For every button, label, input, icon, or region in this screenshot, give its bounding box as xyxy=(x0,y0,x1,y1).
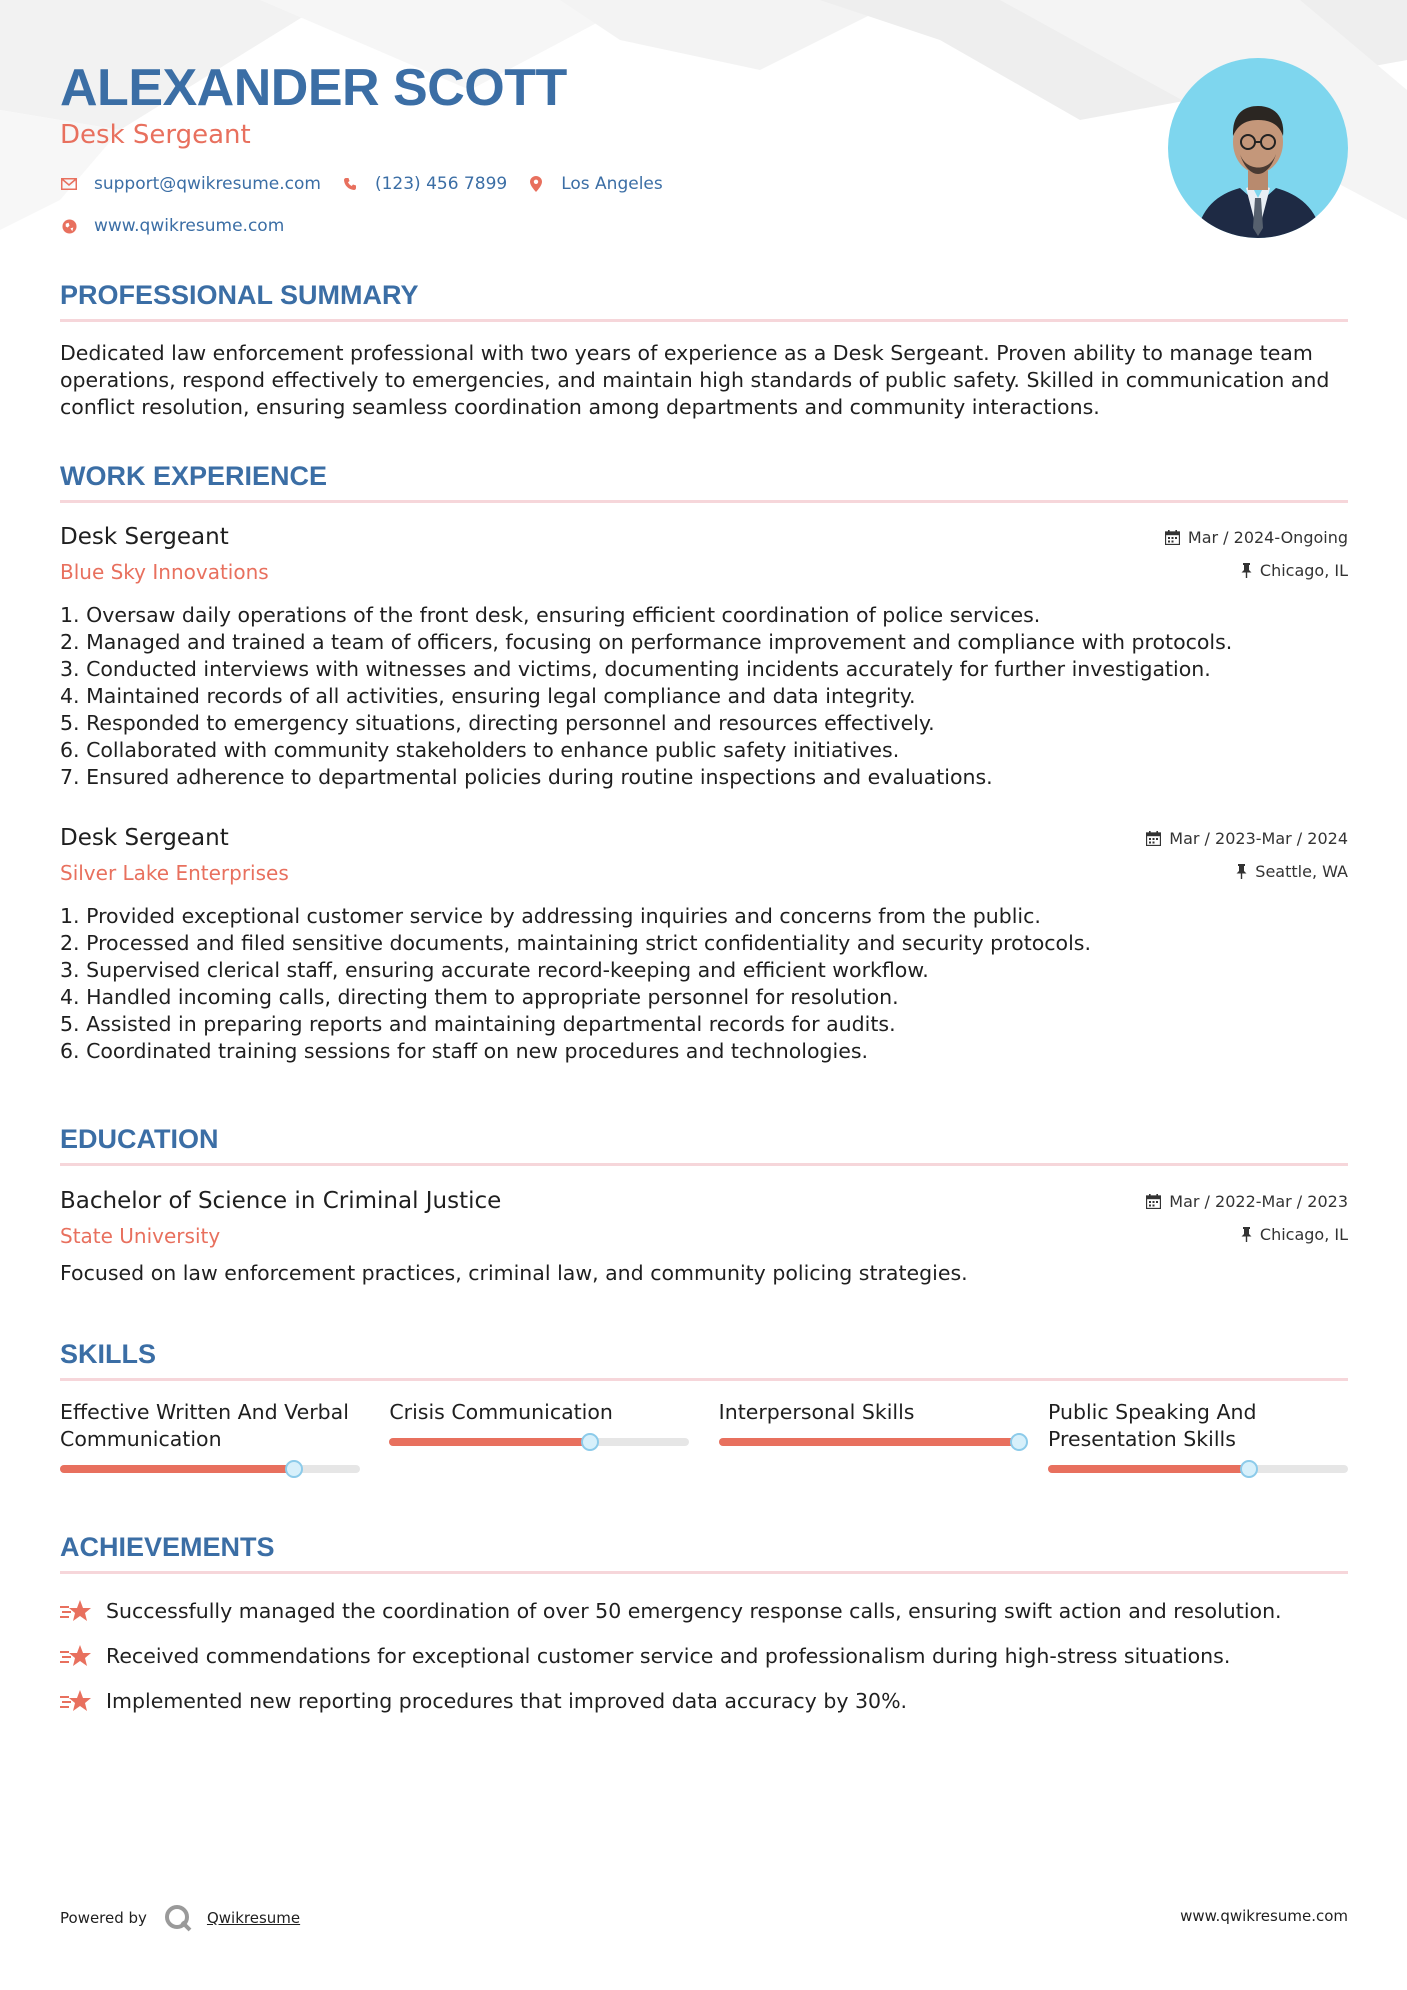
shooting-star-icon xyxy=(60,1598,92,1624)
achievement-text: Implemented new reporting procedures that improved data accuracy by 30%. xyxy=(106,1688,908,1713)
skill-level-fill xyxy=(389,1438,590,1446)
education-description: Focused on law enforcement practices, criminal law, and community policing strategies. xyxy=(60,1261,968,1285)
powered-by xyxy=(60,1903,300,1933)
email-text: support@qwikresume.com xyxy=(94,174,321,194)
education-entry xyxy=(60,1188,1348,1287)
skill-level-fill xyxy=(1048,1465,1249,1473)
phone-text: (123) 456 7899 xyxy=(374,174,508,194)
footer-website[interactable]: www.qwikresume.com xyxy=(1180,1907,1348,1925)
shooting-star-icon xyxy=(60,1688,92,1714)
achievement-text: Successfully managed the coordination of over 50 emergency response calls, ensuring swift action and resolution. xyxy=(106,1598,1282,1623)
skill-level-knob xyxy=(285,1460,303,1478)
duty-item: 2. Processed and filed sensitive documents, maintaining strict confidentiality and security protocols. xyxy=(60,931,1091,955)
skills-heading: SKILLS xyxy=(60,1339,1348,1381)
skill-level-fill xyxy=(60,1465,294,1473)
website-contact[interactable] xyxy=(60,216,284,236)
pushpin-icon xyxy=(1241,563,1252,578)
job-location xyxy=(1236,862,1348,881)
duty-item: 4. Maintained records of all activities, ensuring legal compliance and data integrity. xyxy=(60,684,916,708)
skill-name: Crisis Communication xyxy=(389,1400,613,1424)
candidate-title: Desk Sergeant xyxy=(60,120,251,150)
qwikresume-logo-icon xyxy=(163,1903,193,1933)
achievements-section xyxy=(60,1532,1348,1723)
summary-text: Dedicated law enforcement professional with two years of experience as a Desk Sergeant. Proven ability to manage team operations, respond effectively to emergencies, and maintain high standards of public safety. Skilled in communication and conflict resolution, ensuring seamless coordination among departments and community interactions. xyxy=(60,341,1330,419)
duty-item: 4. Handled incoming calls, directing them to appropriate personnel for resolution. xyxy=(60,985,899,1009)
job-entry xyxy=(60,825,1348,1065)
email-contact[interactable] xyxy=(60,174,321,194)
job-date-text: Mar / 2023-Mar / 2024 xyxy=(1169,829,1348,848)
job-duties xyxy=(60,903,1348,1065)
skill-level-fill xyxy=(719,1438,1019,1446)
skill-item xyxy=(60,1399,360,1473)
duty-item: 6. Collaborated with community stakeholders to enhance public safety initiatives. xyxy=(60,738,900,762)
summary-section xyxy=(60,280,1348,421)
achievements-heading: ACHIEVEMENTS xyxy=(60,1532,1348,1574)
achievement-item xyxy=(60,1588,1348,1633)
experience-section xyxy=(60,461,1348,503)
calendar-icon xyxy=(1146,831,1161,846)
achievement-item xyxy=(60,1678,1348,1723)
duty-item: 3. Supervised clerical staff, ensuring accurate record-keeping and efficient workflow. xyxy=(60,958,929,982)
qwikresume-link[interactable]: Qwikresume xyxy=(206,1909,301,1927)
location-contact xyxy=(527,174,663,194)
pushpin-icon xyxy=(1236,864,1247,879)
skill-level-knob xyxy=(581,1433,599,1451)
skill-level-bar xyxy=(389,1438,689,1446)
school-name: State University xyxy=(60,1224,221,1248)
degree-title: Bachelor of Science in Criminal Justice xyxy=(60,1188,502,1214)
duty-item: 5. Assisted in preparing reports and maintaining departmental records for audits. xyxy=(60,1012,896,1036)
job-date-text: Mar / 2024-Ongoing xyxy=(1187,528,1348,547)
experience-heading: WORK EXPERIENCE xyxy=(60,461,1348,503)
job-location-text: Chicago, IL xyxy=(1259,561,1348,580)
education-section xyxy=(60,1124,1348,1166)
duty-item: 6. Coordinated training sessions for staff on new procedures and technologies. xyxy=(60,1039,869,1063)
job-title: Desk Sergeant xyxy=(60,825,229,851)
map-pin-icon xyxy=(527,175,545,193)
pushpin-icon xyxy=(1241,1227,1252,1242)
contact-row xyxy=(60,174,663,194)
job-company: Silver Lake Enterprises xyxy=(60,861,289,885)
duty-item: 2. Managed and trained a team of officers, focusing on performance improvement and compliance with protocols. xyxy=(60,630,1233,654)
skills-section xyxy=(60,1339,1348,1473)
phone-icon xyxy=(341,175,359,193)
education-date xyxy=(1146,1192,1348,1211)
achievement-item xyxy=(60,1633,1348,1678)
skill-name: Interpersonal Skills xyxy=(718,1400,915,1424)
calendar-icon xyxy=(1165,530,1180,545)
profile-photo xyxy=(1168,58,1348,238)
location-text: Los Angeles xyxy=(561,174,663,194)
skill-name: Effective Written And Verbal Communication xyxy=(60,1400,349,1451)
candidate-name: ALEXANDER SCOTT xyxy=(60,59,567,117)
job-entry xyxy=(60,524,1348,791)
skill-level-knob xyxy=(1010,1433,1028,1451)
skill-level-bar xyxy=(1048,1465,1348,1473)
skill-level-knob xyxy=(1240,1460,1258,1478)
job-location-text: Seattle, WA xyxy=(1255,862,1348,881)
skill-item xyxy=(389,1399,689,1473)
calendar-icon xyxy=(1146,1194,1161,1209)
skill-item xyxy=(719,1399,1019,1473)
education-location-text: Chicago, IL xyxy=(1259,1225,1348,1244)
achievement-text: Received commendations for exceptional customer service and professionalism during high-stress situations. xyxy=(106,1643,1231,1668)
envelope-icon xyxy=(60,175,78,193)
page-footer xyxy=(60,1895,1348,1935)
summary-heading: PROFESSIONAL SUMMARY xyxy=(60,280,1348,322)
job-location xyxy=(1241,561,1348,580)
powered-by-label: Powered by xyxy=(60,1909,147,1927)
duty-item: 5. Responded to emergency situations, directing personnel and resources effectively. xyxy=(60,711,935,735)
education-location xyxy=(1241,1225,1348,1244)
skill-level-bar xyxy=(719,1438,1019,1446)
education-date-text: Mar / 2022-Mar / 2023 xyxy=(1169,1192,1348,1211)
job-company: Blue Sky Innovations xyxy=(60,560,269,584)
skills-list xyxy=(60,1399,1348,1473)
duty-item: 1. Oversaw daily operations of the front desk, ensuring efficient coordination of police services. xyxy=(60,603,1041,627)
skill-level-bar xyxy=(60,1465,360,1473)
job-date xyxy=(1165,528,1348,547)
website-row xyxy=(60,216,284,236)
phone-contact[interactable] xyxy=(341,174,507,194)
shooting-star-icon xyxy=(60,1643,92,1669)
job-title: Desk Sergeant xyxy=(60,524,229,550)
globe-icon xyxy=(60,217,78,235)
duty-item: 3. Conducted interviews with witnesses and victims, documenting incidents accurately for further investigation. xyxy=(60,657,1211,681)
job-duties xyxy=(60,602,1348,791)
achievements-list xyxy=(60,1588,1348,1723)
job-date xyxy=(1146,829,1348,848)
skill-item xyxy=(1048,1399,1348,1473)
duty-item: 1. Provided exceptional customer service by addressing inquiries and concerns from the public. xyxy=(60,904,1041,928)
website-text: www.qwikresume.com xyxy=(94,216,285,236)
duty-item: 7. Ensured adherence to departmental policies during routine inspections and evaluations. xyxy=(60,765,993,789)
skill-name: Public Speaking And Presentation Skills xyxy=(1047,1400,1257,1451)
education-heading: EDUCATION xyxy=(60,1124,1348,1166)
